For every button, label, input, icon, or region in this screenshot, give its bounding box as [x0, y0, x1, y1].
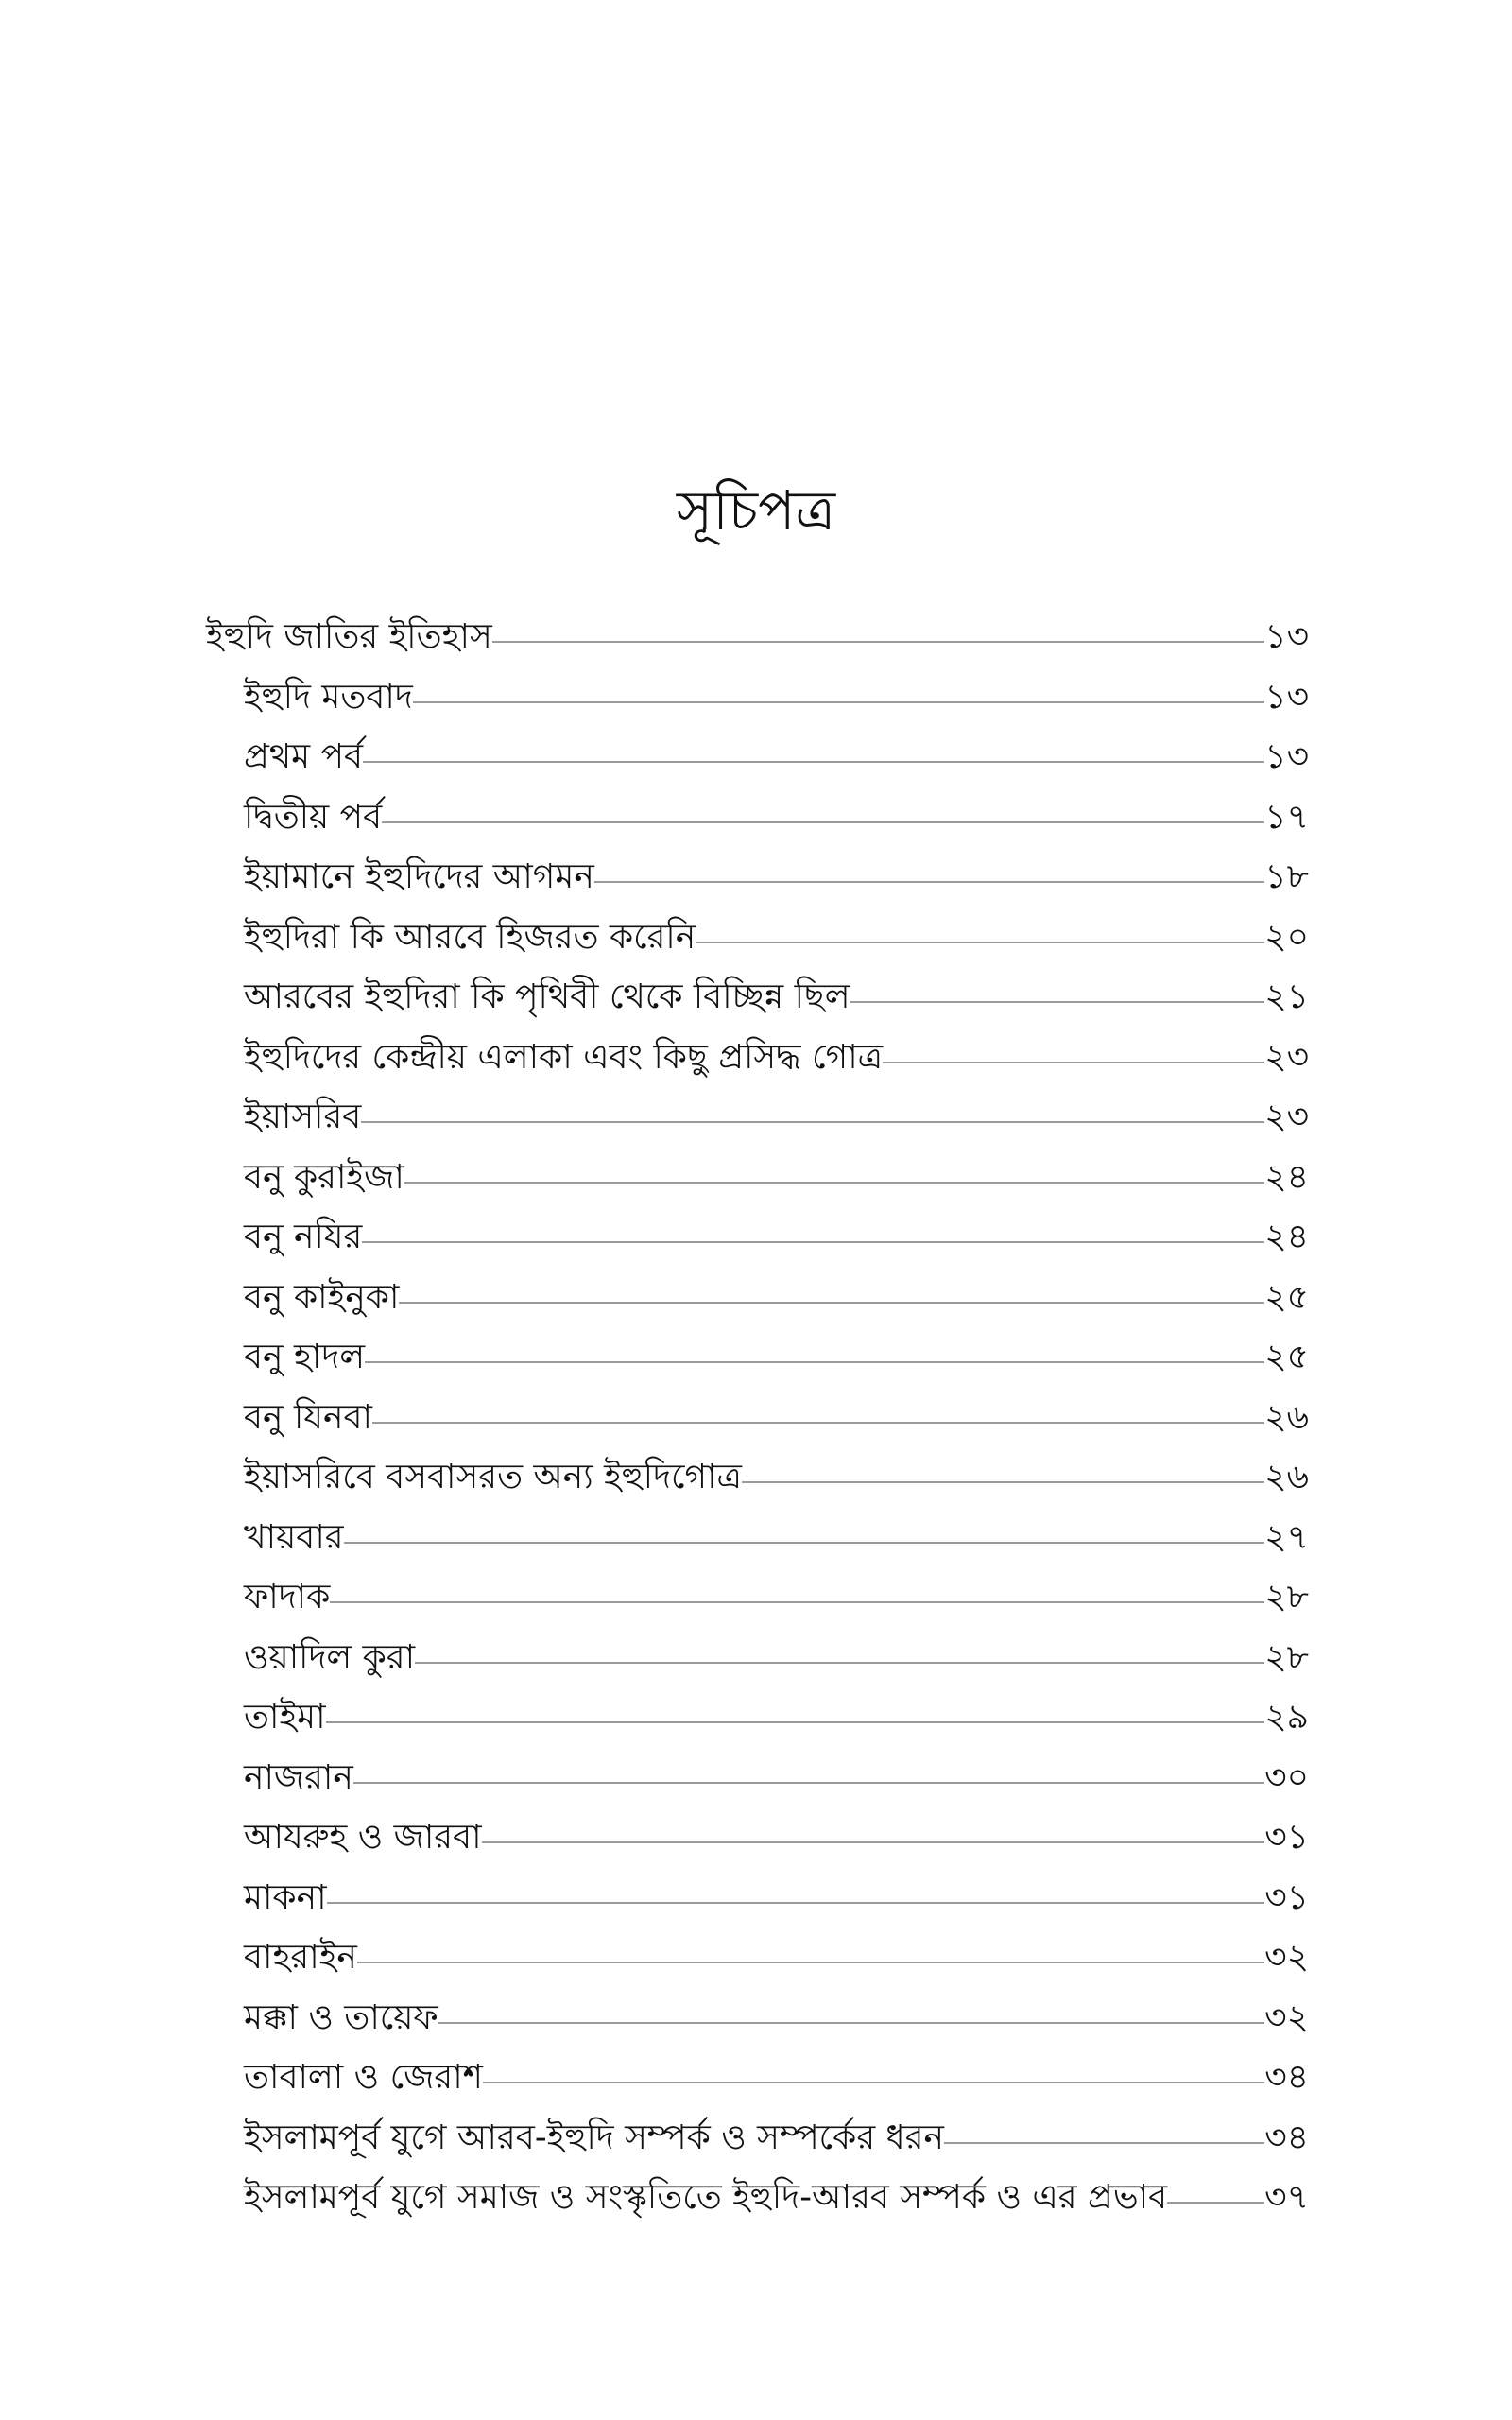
toc-entry-title: বনু হাদল: [244, 1338, 366, 1376]
toc-entry: [244, 1335, 1309, 1384]
toc-leader-line: [594, 881, 1264, 883]
toc-leader-line: [399, 1302, 1264, 1304]
toc-entry-page: ১৮: [1264, 857, 1309, 896]
toc-entry: [244, 1095, 1309, 1144]
toc-leader-line: [362, 1241, 1264, 1243]
toc-entry: [244, 2116, 1309, 2165]
toc-entry-page: ২৬: [1264, 1458, 1309, 1496]
toc-leader-line: [883, 1062, 1264, 1063]
toc-entry-title: ইয়াসরিবে বসবাসরত অন্য ইহুদিগোত্র: [244, 1458, 742, 1496]
toc-entry-title: খায়বার: [244, 1517, 344, 1557]
toc-entry: [244, 1755, 1309, 1805]
toc-entry-page: ২০: [1264, 917, 1309, 957]
toc-entry-page: ১৩: [1264, 677, 1309, 717]
toc-entry-page: ৩১: [1264, 1877, 1309, 1917]
toc-entry-title: প্রথম পর্ব: [244, 737, 364, 776]
toc-entry: [244, 975, 1309, 1024]
toc-entry-title: বনু নযির: [244, 1218, 363, 1256]
toc-entry-page: ২৭: [1264, 1517, 1309, 1557]
toc-entry-title: ইহুদিরা কি আরবে হিজরত করেনি: [244, 917, 696, 957]
toc-entry: [244, 2055, 1309, 2104]
toc-entry: [244, 795, 1309, 844]
toc-entry: [244, 1515, 1309, 1564]
toc-leader-line: [326, 1721, 1265, 1723]
toc-leader-line: [361, 1121, 1264, 1123]
toc-entry-page: ৩৪: [1264, 2058, 1309, 2097]
toc-entry-title: তাবালা ও জেরাশ: [244, 2058, 483, 2097]
toc-leader-line: [382, 821, 1264, 823]
toc-leader-line: [344, 1542, 1265, 1544]
toc-entry-title: ইসলামপূর্ব যুগে আরব-ইহুদি সম্পর্ক ও সম্পর্কের ধরন: [244, 2118, 945, 2157]
toc-entry: [244, 1395, 1309, 1444]
toc-entry-page: ২৪: [1264, 1218, 1309, 1256]
toc-entry: [244, 675, 1309, 724]
toc-entry-page: ৩০: [1264, 1757, 1309, 1797]
toc-entry: [244, 1695, 1309, 1744]
toc-leader-line: [944, 2142, 1264, 2144]
toc-entry-title: নাজরান: [244, 1757, 353, 1797]
toc-entry: [244, 1815, 1309, 1864]
toc-entry-title: ইয়াসরিব: [244, 1098, 362, 1136]
toc-leader-line: [404, 1182, 1264, 1184]
toc-entry-page: ২১: [1264, 977, 1309, 1016]
toc-entry: [244, 1155, 1309, 1204]
toc-leader-line: [357, 1962, 1264, 1963]
toc-entry-title: ইহুদি জাতির ইতিহাস: [206, 617, 492, 656]
toc-entry: [244, 735, 1309, 784]
toc-entry: [244, 1455, 1309, 1504]
toc-entry-title: মাকনা: [244, 1877, 327, 1917]
toc-entry-page: ৩১: [1264, 1818, 1309, 1857]
toc-entry-page: ১৭: [1264, 797, 1309, 837]
toc-leader-line: [492, 641, 1264, 643]
toc-leader-line: [438, 2022, 1264, 2024]
toc-entry: [244, 1575, 1309, 1624]
page-title: সূচিপত্র: [676, 478, 836, 543]
toc-leader-line: [353, 1782, 1264, 1784]
toc-entry-title: ফাদাক: [244, 1578, 331, 1616]
toc-leader-line: [413, 701, 1264, 703]
toc-entry: [244, 855, 1309, 904]
toc-entry-page: ৩৪: [1264, 2118, 1309, 2157]
toc-entry-page: ২৫: [1264, 1338, 1309, 1376]
toc-entry-title: মক্কা ও তায়েফ: [244, 1997, 438, 2037]
toc-entry-title: ইসলামপূর্ব যুগে সমাজ ও সংস্কৃতিতে ইহুদি-আরব সম্পর্ক ও এর প্রভাব: [244, 2178, 1168, 2217]
toc-leader-line: [415, 1662, 1264, 1664]
toc-entry-page: ২৯: [1264, 1698, 1309, 1737]
toc-entry-page: ২৫: [1264, 1277, 1309, 1317]
toc-entry-title: আরবের ইহুদিরা কি পৃথিবী থেকে বিচ্ছিন্ন ছিল: [244, 977, 850, 1016]
toc-leader-line: [327, 1902, 1265, 1904]
toc-entry-title: ওয়াদিল কুরা: [244, 1637, 416, 1677]
toc-entry: [244, 1215, 1309, 1264]
toc-entry-title: তাইমা: [244, 1698, 326, 1737]
toc-entry-page: ২৬: [1264, 1397, 1309, 1437]
toc-entry-page: ১৩: [1264, 737, 1309, 776]
toc-entry-title: বনু যিনবা: [244, 1397, 372, 1437]
toc-entry-page: ২৩: [1264, 1098, 1309, 1136]
toc-entry-title: ইহুদিদের কেন্দ্রীয় এলাকা এবং কিছু প্রসিদ্ধ গোত্র: [244, 1037, 884, 1077]
toc-entry: [244, 1876, 1309, 1925]
toc-leader-line: [696, 942, 1264, 943]
toc-entry: [244, 1996, 1309, 2045]
toc-entry: [206, 614, 1309, 664]
toc-entry-page: ৩৭: [1264, 2178, 1309, 2217]
toc-entry-title: আযরুহ ও জারবা: [244, 1818, 482, 1857]
toc-leader-line: [330, 1601, 1264, 1603]
toc-entry: [244, 1635, 1309, 1685]
toc-entry-page: ১৩: [1264, 617, 1309, 656]
toc-entry-title: ইয়ামানে ইহুদিদের আগমন: [244, 857, 594, 896]
toc-leader-line: [363, 761, 1264, 763]
toc-entry-page: ২৮: [1264, 1637, 1309, 1677]
toc-entry-page: ৩২: [1264, 1938, 1309, 1977]
toc-entry: [244, 1035, 1309, 1084]
toc-leader-line: [372, 1422, 1264, 1424]
toc-entry-page: ২৩: [1264, 1037, 1309, 1077]
toc-entry: [244, 1275, 1309, 1324]
toc-entry-title: দ্বিতীয় পর্ব: [244, 797, 383, 837]
toc-leader-line: [850, 1001, 1265, 1003]
toc-entry-title: বাহরাইন: [244, 1938, 357, 1977]
toc-entry-title: বনু কুরাইজা: [244, 1157, 404, 1197]
toc-entry: [244, 1935, 1309, 1984]
toc-leader-line: [365, 1361, 1264, 1363]
toc-entry-page: ২৪: [1264, 1157, 1309, 1197]
toc-leader-line: [482, 1841, 1265, 1843]
toc-leader-line: [1167, 2202, 1264, 2204]
toc-entry-page: ৩২: [1264, 1997, 1309, 2037]
toc-entry-page: ২৮: [1264, 1578, 1309, 1616]
toc-leader-line: [483, 2082, 1264, 2083]
toc-entry: [244, 915, 1309, 964]
toc-entry-title: ইহুদি মতবাদ: [244, 677, 413, 717]
toc-leader-line: [742, 1481, 1264, 1483]
toc-entry-title: বনু কাইনুকা: [244, 1277, 400, 1317]
toc-entry: [244, 2175, 1309, 2224]
